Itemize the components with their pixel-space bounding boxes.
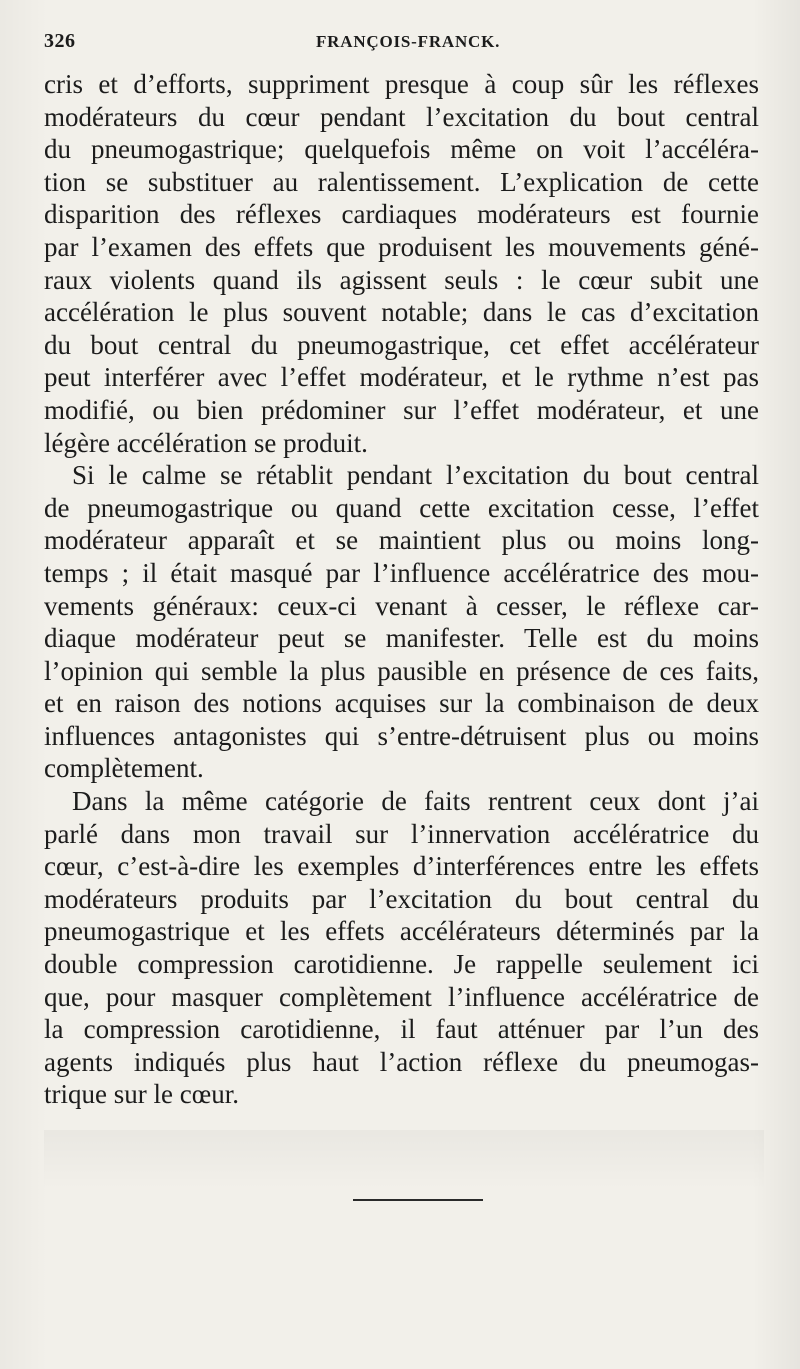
text-line: légère accélération se produit.	[44, 427, 368, 458]
text-line: l’opinion qui semble la plus pausible en présence de ces faits,	[44, 655, 759, 686]
text-line: modérateurs produits par l’excitation du bout central du	[44, 883, 759, 914]
text-line: et en raison des notions acquises sur la combinaison de deux	[44, 688, 759, 719]
text-line: raux violents quand ils agissent seuls : le cœur subit une	[44, 264, 759, 295]
page-header	[44, 30, 764, 58]
text-line: temps ; il était masqué par l’influence accélératrice des mou-	[44, 557, 759, 588]
text-line: vements généraux: ceux-ci venant à cesser, le réflexe car-	[44, 590, 759, 621]
text-line: complètement.	[44, 753, 204, 784]
text-line: du bout central du pneumogastrique, cet effet accélérateur	[44, 329, 759, 360]
text-line: pneumogastrique et les effets accélérateurs déterminés par la	[44, 916, 759, 947]
text-line: Si le calme se rétablit pendant l’excitation du bout central	[72, 460, 759, 491]
text-line: de pneumogastrique ou quand cette excitation cesse, l’effet	[44, 492, 759, 523]
text-line: du pneumogastrique; quelquefois même on voit l’accéléra-	[44, 134, 759, 165]
text-line: modifié, ou bien prédominer sur l’effet modérateur, et une	[44, 394, 759, 425]
text-line: tion se substituer au ralentissement. L’explication de cette	[44, 166, 759, 197]
text-line: double compression carotidienne. Je rappelle seulement ici	[44, 949, 759, 980]
text-line: modérateurs du cœur pendant l’excitation du bout central	[44, 101, 759, 132]
page-number: 326	[44, 30, 76, 52]
text-line: diaque modérateur peut se manifester. Telle est du moins	[44, 623, 759, 654]
running-head: FRANÇOIS-FRANCK.	[316, 32, 501, 51]
text-line: trique sur le cœur.	[44, 1079, 239, 1110]
text-line: Dans la même catégorie de faits rentrent ceux dont j’ai	[72, 786, 759, 817]
text-line: que, pour masquer complètement l’influence accélératrice de	[44, 981, 759, 1012]
text-line: accélération le plus souvent notable; dans le cas d’excitation	[44, 297, 759, 328]
text-line: agents indiqués plus haut l’action réflexe du pneumogas-	[44, 1046, 759, 1077]
body-text	[44, 68, 759, 1111]
text-line: influences antagonistes qui s’entre-détruisent plus ou moins	[44, 720, 759, 751]
text-line: modérateur apparaît et se maintient plus ou moins long-	[44, 525, 759, 556]
text-line: par l’examen des effets que produisent les mouvements géné-	[44, 231, 759, 262]
text-line: la compression carotidienne, il faut atténuer par l’un des	[44, 1014, 759, 1045]
footnote-rule	[353, 1199, 483, 1201]
text-line: peut interférer avec l’effet modérateur, et le rythme n’est pas	[44, 362, 759, 393]
bleed-through-shadow	[44, 1130, 764, 1190]
text-line: cœur, c’est-à-dire les exemples d’interférences entre les effets	[44, 851, 759, 882]
text-line: disparition des réflexes cardiaques modérateurs est fournie	[44, 199, 759, 230]
text-line: cris et d’efforts, suppriment presque à coup sûr les réflexes	[44, 69, 759, 99]
text-line: parlé dans mon travail sur l’innervation accélératrice du	[44, 818, 759, 849]
